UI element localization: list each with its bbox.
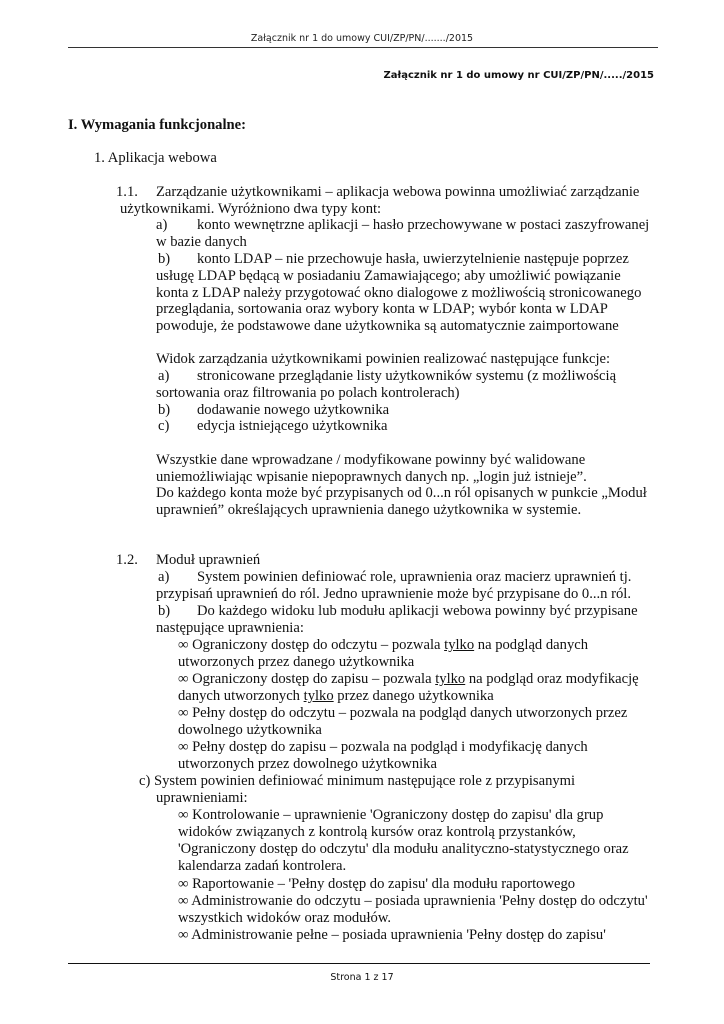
- paragraph-line: Wszystkie dane wprowadzane / modyfikowane powinny być walidowane: [156, 452, 586, 468]
- bullet-text: Administrowanie pełne – posiada uprawnienia 'Pełny dostęp do zapisu': [191, 927, 606, 943]
- infinity-bullet-icon: ∞: [178, 893, 189, 909]
- list-item-text: przeglądania, sortowania oraz wybory konta w LDAP; wybór konta w LDAP: [156, 301, 608, 317]
- bullet-text: na podgląd danych: [474, 637, 589, 653]
- list-item-text: stronicowane przeglądanie listy użytkowników systemu (z możliwością: [197, 368, 617, 384]
- bullet-item: [178, 807, 656, 824]
- bullet-text: utworzonych przez dowolnego użytkownika: [178, 756, 437, 772]
- bullet-text: Administrowanie do odczytu – posiada uprawnienia 'Pełny dostęp do odczytu': [191, 893, 648, 909]
- bullet-item: [178, 739, 656, 756]
- infinity-bullet-icon: ∞: [178, 927, 189, 943]
- bullet-text: Ograniczony dostęp do odczytu – pozwala: [192, 637, 445, 653]
- attachment-title: Załącznik nr 1 do umowy nr CUI/ZP/PN/...../2015: [383, 70, 654, 81]
- underlined-text: tylko: [444, 637, 475, 653]
- list-label: b): [158, 603, 171, 619]
- bullet-text: danych utworzonych: [178, 688, 304, 704]
- infinity-bullet-icon: ∞: [178, 705, 189, 721]
- bullet-text: Ograniczony dostęp do zapisu – pozwala: [192, 671, 436, 687]
- list-item-text: System powinien definiować role, uprawnienia oraz macierz uprawnień tj.: [197, 569, 632, 585]
- infinity-bullet-icon: ∞: [178, 807, 189, 823]
- list-item-text: konto LDAP – nie przechowuje hasła, uwierzytelnienie następuje poprzez: [197, 251, 629, 267]
- list-item-text: c) System powinien definiować minimum następujące role z przypisanymi: [139, 773, 576, 789]
- page-number: Strona 1 z 17: [330, 972, 394, 983]
- infinity-bullet-icon: ∞: [178, 671, 189, 687]
- subsection-title: 1. Aplikacja webowa: [94, 150, 217, 166]
- list-label: a): [158, 569, 170, 585]
- paragraph-line: uniemożliwiając wpisanie niepoprawnych danych np. „login już istnieje”.: [156, 469, 587, 485]
- point-title: Moduł uprawnień: [156, 552, 261, 568]
- infinity-bullet-icon: ∞: [178, 637, 189, 653]
- paragraph-line: Widok zarządzania użytkownikami powinien realizować następujące funkcje:: [156, 351, 611, 367]
- underlined-text: tylko: [303, 688, 334, 704]
- infinity-bullet-icon: ∞: [178, 739, 189, 755]
- bullet-text: utworzonych przez danego użytkownika: [178, 654, 415, 670]
- list-item-text: dodawanie nowego użytkownika: [197, 402, 390, 418]
- header-divider: [68, 47, 658, 48]
- bullet-text: wszystkich widoków oraz modułów.: [178, 910, 392, 926]
- bullet-text: przez danego użytkownika: [333, 688, 494, 704]
- bullet-text: widoków związanych z kontrolą kursów oraz kontrolą przystanków,: [178, 824, 576, 840]
- point-number-1-1: 1.1.: [116, 184, 138, 200]
- bullet-item: [178, 637, 656, 654]
- section-title: I. Wymagania funkcjonalne:: [68, 117, 246, 133]
- bullet-item: [178, 876, 575, 893]
- paragraph-line: Do każdego konta może być przypisanych od 0...n ról opisanych w punkcie „Moduł: [156, 485, 647, 501]
- list-item-text: Do każdego widoku lub modułu aplikacji webowa powinny być przypisane: [197, 603, 638, 619]
- list-item-text: usługę LDAP będącą w posiadaniu Zamawiającego; aby umożliwić powiązanie: [156, 268, 621, 284]
- paragraph-line: Zarządzanie użytkownikami – aplikacja webowa powinna umożliwiać zarządzanie: [156, 184, 640, 200]
- list-item-text: konta z LDAP należy przygotować okno dialogowe z możliwością stronicowanego: [156, 285, 642, 301]
- list-label: a): [158, 368, 170, 384]
- infinity-bullet-icon: ∞: [178, 876, 189, 892]
- bullet-line: [178, 688, 494, 705]
- list-label: a): [156, 217, 168, 233]
- bullet-text: Pełny dostęp do zapisu – pozwala na podgląd i modyfikację danych: [192, 739, 588, 755]
- list-label: b): [158, 402, 171, 418]
- point-number-1-2: 1.2.: [116, 552, 138, 568]
- list-item-text: w bazie danych: [156, 234, 247, 250]
- bullet-item: [178, 705, 656, 722]
- running-header: Załącznik nr 1 do umowy CUI/ZP/PN/......./2015: [250, 33, 474, 44]
- bullet-text: 'Ograniczony dostęp do odczytu' dla modułu analityczno-statystycznego oraz: [178, 841, 629, 857]
- bullet-text: Kontrolowanie – uprawnienie 'Ograniczony dostęp do zapisu' dla grup: [192, 807, 604, 823]
- bullet-text: Raportowanie – 'Pełny dostęp do zapisu' dla modułu raportowego: [192, 876, 576, 892]
- list-item-text: przypisań uprawnień do ról. Jedno uprawnienie może być przypisane do 0...n ról.: [156, 586, 631, 602]
- list-label: b): [158, 251, 171, 267]
- underlined-text: tylko: [435, 671, 466, 687]
- paragraph-line: uprawnień” określających uprawnienia danego użytkownika w systemie.: [156, 502, 582, 518]
- bullet-text: Pełny dostęp do odczytu – pozwala na podgląd danych utworzonych przez: [192, 705, 628, 721]
- list-item-text: edycja istniejącego użytkownika: [197, 418, 388, 434]
- bullet-item: [178, 893, 656, 910]
- list-item-text: sortowania oraz filtrowania po polach kontrolerach): [156, 385, 460, 401]
- bullet-item: [178, 671, 656, 688]
- bullet-text: kalendarza zadań kontrolera.: [178, 858, 347, 874]
- footer-divider: [68, 963, 650, 964]
- bullet-text: dowolnego użytkownika: [178, 722, 322, 738]
- list-label: c): [158, 418, 170, 434]
- list-item-text: konto wewnętrzne aplikacji – hasło przechowywane w postaci zaszyfrowanej: [197, 217, 650, 233]
- list-item-text: powoduje, że podstawowe dane użytkownika są automatycznie zaimportowane: [156, 318, 619, 334]
- list-item-text: uprawnieniami:: [156, 790, 248, 806]
- bullet-text: na podgląd oraz modyfikację: [465, 671, 639, 687]
- list-item-text: następujące uprawnienia:: [156, 620, 304, 636]
- bullet-item: [178, 927, 656, 944]
- paragraph-line: użytkownikami. Wyróżniono dwa typy kont:: [120, 201, 382, 217]
